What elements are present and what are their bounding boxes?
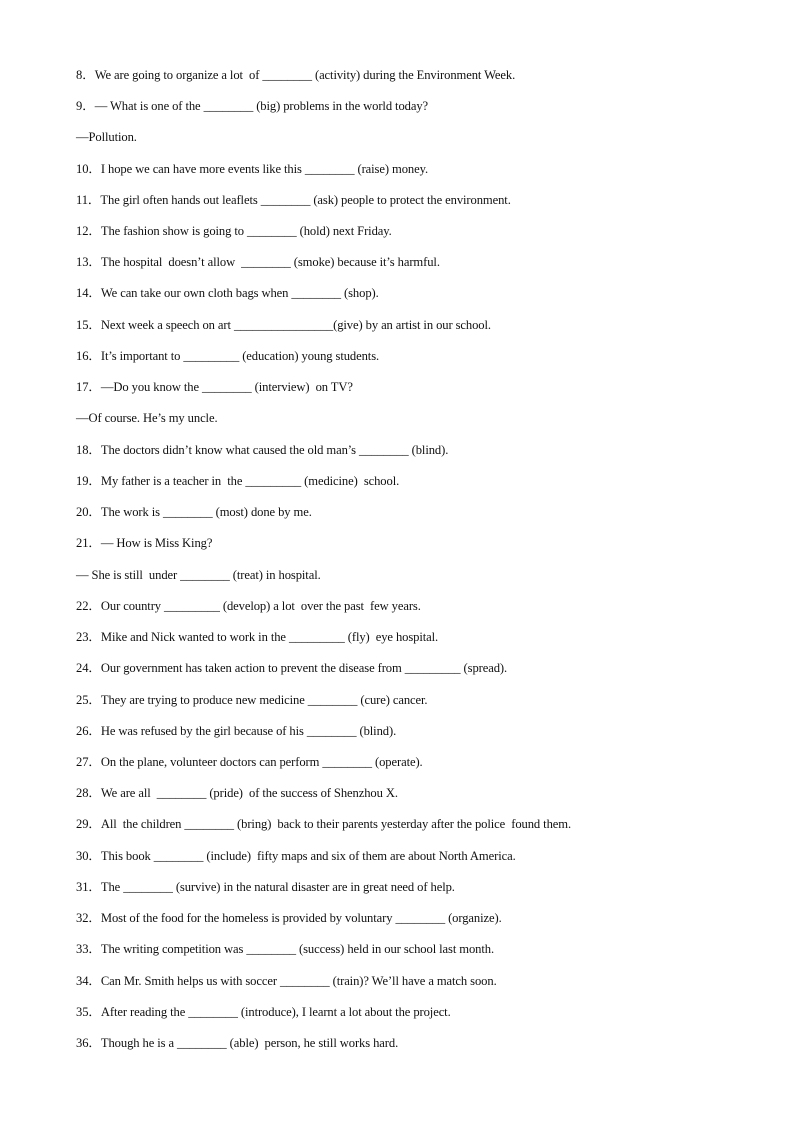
question-32: 32．Most of the food for the homeless is provided by voluntary ________ (organize).: [76, 911, 502, 925]
question-9: 9．— What is one of the ________ (big) problems in the world today?: [76, 99, 429, 113]
question-8: 8．We are going to organize a lot of ________ (activity) during the Environment Week.: [76, 68, 516, 82]
question-35: 35．After reading the ________ (introduce), I learnt a lot about the project.: [76, 1005, 451, 1019]
question-29: 29．All the children ________ (bring) back to their parents yesterday after the police found them.: [76, 817, 571, 831]
question-30: 30．This book ________ (include) fifty maps and six of them are about North America.: [76, 849, 516, 863]
question-17: 17．—Do you know the ________ (interview) on TV?: [76, 380, 353, 394]
question-20: 20．The work is ________ (most) done by me.: [76, 505, 312, 519]
question-11: 11．The girl often hands out leaflets ________ (ask) people to protect the environment.: [76, 193, 511, 207]
question-36: 36．Though he is a ________ (able) person, he still works hard.: [76, 1036, 399, 1050]
question-22: 22．Our country _________ (develop) a lot over the past few years.: [76, 599, 421, 613]
answer-21: — She is still under ________ (treat) in hospital.: [76, 568, 321, 582]
question-12: 12．The fashion show is going to ________ (hold) next Friday.: [76, 224, 392, 238]
question-13: 13．The hospital doesn’t allow ________ (smoke) because it’s harmful.: [76, 255, 440, 269]
answer-17: —Of course. He’s my uncle.: [76, 411, 218, 425]
question-19: 19．My father is a teacher in the _________ (medicine) school.: [76, 474, 400, 488]
question-24: 24．Our government has taken action to prevent the disease from _________ (spread).: [76, 661, 508, 675]
question-14: 14．We can take our own cloth bags when ________ (shop).: [76, 286, 379, 300]
question-21: 21．— How is Miss King?: [76, 536, 213, 550]
question-34: 34．Can Mr. Smith helps us with soccer ________ (train)? We’ll have a match soon.: [76, 974, 497, 988]
question-33: 33．The writing competition was ________ (success) held in our school last month.: [76, 942, 495, 956]
question-27: 27．On the plane, volunteer doctors can perform ________ (operate).: [76, 755, 423, 769]
question-15: 15．Next week a speech on art ________________(give) by an artist in our school.: [76, 318, 491, 332]
question-25: 25．They are trying to produce new medicine ________ (cure) cancer.: [76, 693, 428, 707]
question-10: 10．I hope we can have more events like this ________ (raise) money.: [76, 162, 429, 176]
question-28: 28．We are all ________ (pride) of the success of Shenzhou X.: [76, 786, 398, 800]
question-26: 26．He was refused by the girl because of his ________ (blind).: [76, 724, 397, 738]
question-16: 16．It’s important to _________ (education) young students.: [76, 349, 380, 363]
question-31: 31．The ________ (survive) in the natural disaster are in great need of help.: [76, 880, 455, 894]
question-23: 23．Mike and Nick wanted to work in the _________ (fly) eye hospital.: [76, 630, 439, 644]
answer-9: —Pollution.: [76, 130, 137, 144]
question-18: 18．The doctors didn’t know what caused the old man’s ________ (blind).: [76, 443, 449, 457]
